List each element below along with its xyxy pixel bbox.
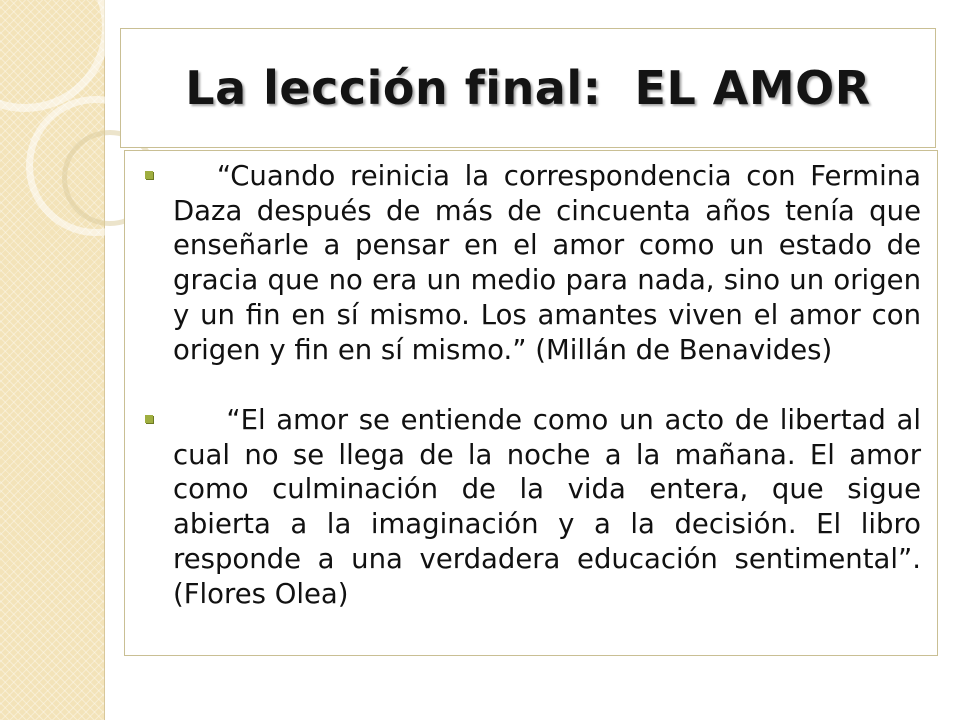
slide-title: La lección final: EL AMOR [185, 61, 871, 115]
bullet-item [139, 159, 930, 367]
bullet-text: “El amor se entiende como un acto de libertad al cual no se llega de la noche a la mañana. El amor como culminación de la vida entera, que sigue abierta a la imaginación y a la decisión. El libro responde a una verdadera educación sentimental”. (Flores Olea) [173, 404, 930, 610]
square-bullet-icon [145, 171, 153, 179]
decorative-left-strip [0, 0, 105, 720]
bullet-text: “Cuando reinicia la correspondencia con Fermina Daza después de más de cincuenta años tenía que enseñarle a pensar en el amor como un estado de gracia que no era un medio para nada, sino un origen y un fin en sí mismo. Los amantes viven el amor con origen y fin en sí mismo.” (Millán de Benavides) [173, 160, 930, 366]
content-placeholder [124, 150, 938, 656]
square-bullet-icon [145, 415, 153, 423]
bullet-item [139, 403, 930, 611]
title-placeholder [120, 28, 936, 148]
